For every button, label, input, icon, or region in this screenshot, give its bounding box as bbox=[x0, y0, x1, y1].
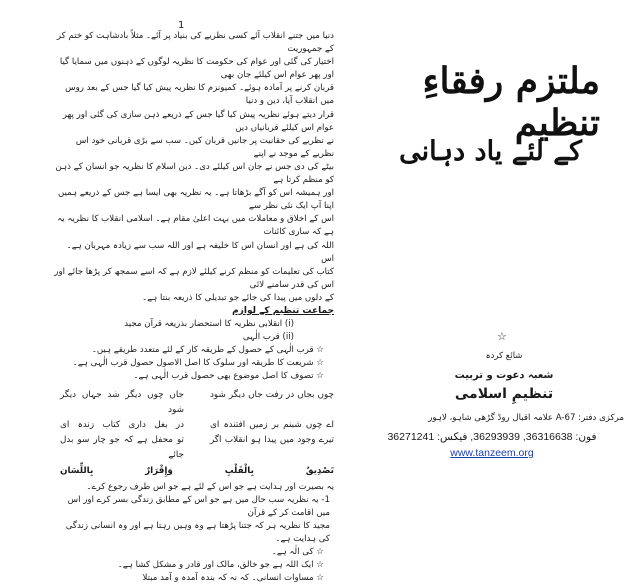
intro-paragraph bbox=[54, 30, 334, 305]
website-link[interactable]: www.tanzeem.org bbox=[450, 447, 534, 459]
intro-line: قربان کرنے پر آمادہ ہوئے۔ کمیونزم کا نظریہ پیش کیا گیا جس کے بعد روس میں انقلاب آیا، دین و دنیا bbox=[65, 83, 334, 107]
numbered-item: مجید کا نظریہ ہر کہ جتنا پڑھتا ہے وہ وہیں رہتا ہے اور وہ انسانی زندگی کی ہدایت ہے۔ bbox=[65, 520, 330, 544]
office-address: مرکزی دفتر: A-67 علامہ اقبال روڈ گڑھی شاہو، لاہور bbox=[428, 413, 624, 423]
poem-hemistich: تیرے وجود میں پیدا ہو انقلاب اگر bbox=[210, 434, 334, 445]
list-item: (i) انقلابی نظریہ کا استحضار بذریعہ قرآن مجید bbox=[124, 319, 294, 330]
organization-name: تنظیمِ اسلامی bbox=[454, 386, 554, 402]
intro-line: اللہ کی ہے اور انسان اس کا خلیفہ ہے اور اللہ سب سے زیادہ مہربان ہے۔ اس bbox=[66, 240, 334, 264]
poem-hemistich: چوں بجاں در رفت جاں دیگر شود bbox=[210, 389, 334, 400]
publisher-department: شعبہ دعوت و تربیت bbox=[454, 370, 554, 381]
intro-line: اختیار کی گئی اور عوام کی حکومت کا نظریہ لوگوں کے ذہنوں میں سمایا گیا اور پھر عوام اس کیلئے جان بھی bbox=[59, 57, 334, 81]
arabic-phrase: تَصْدِيقٌ بِالْقَلْبِ وَإِقْرَارٌ بِاللِّسَان bbox=[60, 465, 334, 476]
poem-verses bbox=[60, 388, 334, 479]
intro-line: قرار دیتے ہوئے نظریہ پیش کیا گیا جس کے ذریعے ذہن سازی کی گئی اور پھر عوام اس کیلئے قربانیاں دیں bbox=[62, 109, 334, 133]
page-number: 1 bbox=[178, 20, 185, 31]
cover-panel bbox=[354, 30, 624, 459]
intro-line: بیٹے کی دی جس نے جان اس کیلئے دی۔ دین اسلام کا نظریہ جو انسان کے ذہن کو منظم کرتا ہے bbox=[55, 161, 334, 186]
bullet-item: ☆ قرب الٰہی کے حصول کے طریقہ کار کے لئے متعدد طریقے ہیں۔ bbox=[54, 344, 334, 357]
poem-hemistich: جاں چوں دیگر شد جہاں دیگر شود bbox=[60, 389, 184, 415]
intro-line: اس کے اخلاق و معاملات میں بہت اعلیٰ مقام ہے۔ اسلامی انقلاب کا نظریہ یہ ہے کہ ساری کائنات bbox=[57, 214, 334, 238]
bullet-item: ☆ شریعت کا طریقہ اور سلوک کا اصل الاصول حصول قرب الٰہی ہے۔ bbox=[54, 357, 334, 370]
bullet-item: ☆ مساوات انسانی۔ کہ نہ کہ بندہ آمدہ و آمد مبتلا bbox=[54, 572, 334, 585]
intro-line: کے دلوں میں پیدا کی جائے جو تبدیلی کا ذریعہ بنتا ہے۔ bbox=[142, 292, 334, 303]
poem-hemistich: در بغل داری کتاب زندہ ای bbox=[60, 419, 184, 430]
section-heading: جماعت تنظیم کے لوازم bbox=[232, 305, 334, 316]
numbered-item: 1- یہ نظریہ سب حال میں ہے جو اس کے مطابق زندگی بسر کرے اور اس میں اقامت کر کے قرآن bbox=[67, 494, 330, 518]
published-by-label: شائع کردہ bbox=[485, 351, 523, 361]
intro-line: نے نظریے کی حقانیت پر جانیں قربان کیں۔ سب سے بڑی قربانی خود اس نظریے کے موجد نے اپنے bbox=[75, 135, 334, 159]
list-item: (ii) قرب الٰہی bbox=[242, 332, 294, 343]
star-icon: ☆ bbox=[497, 330, 507, 343]
intro-line: دنیا میں جتنے انقلاب آئے کسی نظریے کی بنیاد پر آئے۔ مثلاً بادشاہت کو ختم کر کے جمہوریت bbox=[56, 31, 334, 55]
poem-hemistich: اے چوں شبنم بر زمیں افتندہ ای bbox=[210, 419, 334, 430]
phone-fax: فون: 36316638, 36293939, فیکس: 36271241 bbox=[387, 431, 597, 443]
cover-subtitle: کے لئے یاد دہانی bbox=[399, 136, 582, 167]
poem-hemistich: تو محفل ہے کہ جو چار سو بدل جائے bbox=[60, 434, 184, 460]
intro-line: کتاب کی تعلیمات کو منظم کرنے کیلئے لازم ہے کہ اسے سمجھ کر پڑھا جائے اور اس کی قدر سامنے لائی bbox=[54, 266, 334, 290]
intro-line: اور ہمیشہ اس کو آگے بڑھاتا ہے۔ یہ نظریہ بھی ایسا ہے جس کے ذریعے ہمیں اپنا آپ ایک نئی نظر سے bbox=[57, 188, 334, 212]
after-poem-line: یہ بصیرت اور ہدایت ہے جو اس کے لئے ہے جو اس طرف رجوع کرے۔ bbox=[86, 481, 334, 492]
bullet-item: ☆ کی الٰہ ہے۔ bbox=[54, 546, 334, 559]
bullet-item: ☆ تصوف کا اصل موضوع بھی حصول قرب الٰہی ہے۔ bbox=[54, 370, 334, 383]
reminder-text-column bbox=[54, 30, 334, 584]
cover-title: ملتزم رفقاءِ تنظیم bbox=[422, 60, 600, 144]
bullet-item: ☆ ایک اللہ ہے جو خالق، مالک اور قادر و مشکل کشا ہے۔ bbox=[54, 559, 334, 572]
